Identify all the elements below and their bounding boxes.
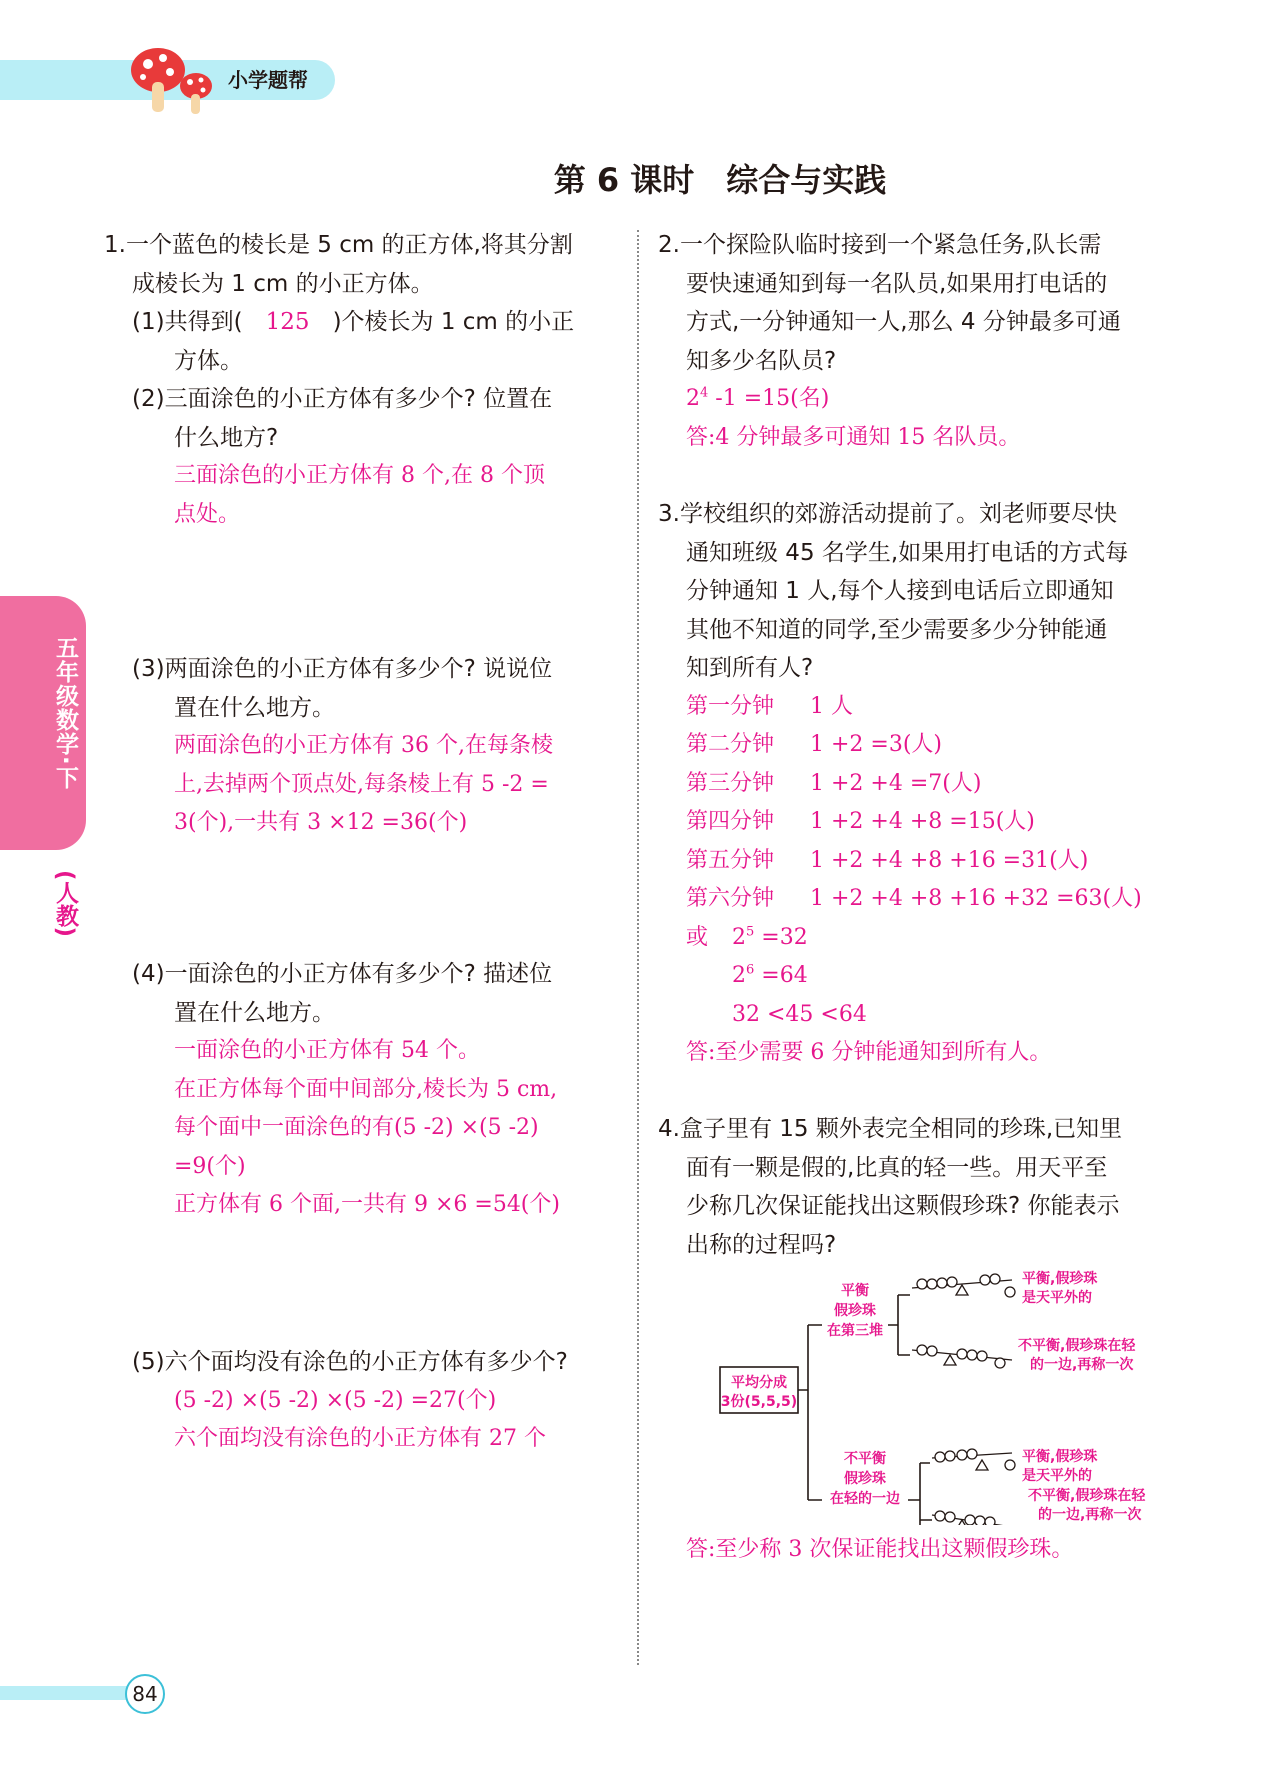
q3-row-1 [658,688,1178,727]
question-1-part-4 [104,955,624,1225]
q4-line-3: 少称几次保证能找出这颗假珍珠? 你能表示 [686,1193,1120,1219]
leaf4-label-1: 不平衡,假珍珠在轻 [1028,1488,1146,1504]
q3-inequality: 32 <45 <64 [732,1001,867,1027]
q1-answer-4a: 一面涂色的小正方体有 54 个。 [174,1038,480,1063]
q1-part-3: (3)两面涂色的小正方体有多少个? 说说位 [132,656,553,682]
q1-stem-line-2: 成棱长为 1 cm 的小正方体。 [132,270,434,297]
q1-part-5: (5)六个面均没有涂色的小正方体有多少个? [132,1349,568,1375]
branch2-label-1: 不平衡 [844,1451,886,1467]
q3-power-2 [658,957,1178,996]
question-2 [658,226,1178,457]
q2-calc-rest: -1 =15(名) [708,386,830,411]
q3-row-2 [658,726,1178,765]
q3-line-5: 知到所有人? [686,655,814,681]
q3-row-label: 第四分钟 [686,809,775,834]
root-branch-lines [798,1325,822,1500]
q3-row-4 [658,803,1178,842]
mushroom-logo-icon [128,44,220,116]
q3-answer: 答:至少需要 6 分钟能通知到所有人。 [686,1040,1052,1065]
q3-row-label: 第三分钟 [686,770,775,796]
branch2-lines [908,1463,932,1525]
q3-row-5 [658,842,1178,881]
q3-p1-base: 2 [732,924,746,950]
q1-part-4: (4)一面涂色的小正方体有多少个? 描述位 [132,961,553,987]
q1-answer-4e: 正方体有 6 个面,一共有 9 ×6 =54(个) [174,1192,560,1217]
balance-scale-icon [912,1345,1012,1368]
q3-row-expr: 1 +2 =3(人) [810,732,943,757]
q1-part1-text-b: )个棱长为 1 cm 的小正 [332,309,575,335]
q3-power-1 [658,919,1178,958]
root-label-1: 平均分成 [731,1375,787,1391]
leaf3-label-2: 是天平外的 [1022,1468,1092,1484]
q3-p1-rest: =32 [754,924,808,950]
question-4 [658,1110,1178,1264]
sidebar-edition-label: (人教) [52,870,78,938]
q3-p2-base: 2 [732,963,746,988]
q1-answer-4c: 每个面中一面涂色的有(5 -2) ×(5 -2) [174,1115,539,1140]
q3-p2-exp: 6 [746,962,755,978]
q3-line-2: 通知班级 45 名学生,如果用打电话的方式每 [686,539,1129,566]
balance-scale-icon [932,1449,1015,1470]
q3-or-label: 或 [686,924,709,950]
q1-part-1 [104,303,624,342]
question-3 [658,495,1178,1073]
balance-scale-icon [932,1511,1012,1525]
page-title: 第 6 课时 综合与实践 [553,161,887,199]
question-1 [104,226,624,534]
leaf3-label-1: 平衡,假珍珠 [1022,1449,1098,1465]
brand-name: 小学题帮 [228,68,308,92]
q2-calc-base: 2 [686,386,700,411]
q2-calc-exp: 4 [700,385,709,401]
q1-part1-answer: 125 [265,309,310,335]
sidebar-book-label: 五年级数学·下 [52,636,78,790]
q3-row-label: 第一分钟 [686,693,775,719]
q3-row-expr: 1 +2 +4 +8 =15(人) [810,809,1035,834]
q2-line-3: 方式,一分钟通知一人,那么 4 分钟最多可通 [686,309,1121,335]
branch1-lines [888,1295,910,1355]
q3-p2-rest: =64 [754,963,808,988]
q3-row-expr: 1 人 [810,693,853,719]
q3-row-expr: 1 +2 +4 +8 +16 +32 =63(人) [810,886,1142,911]
question-1-part-3 [104,650,624,843]
q1-part1-line-2: 方体。 [174,347,243,374]
q3-row-expr: 1 +2 +4 =7(人) [810,770,982,796]
q3-line-1: 3.学校组织的郊游活动提前了。刘老师要尽快 [658,501,1117,527]
q3-line-3: 分钟通知 1 人,每个人接到电话后立即通知 [686,578,1114,604]
q1-answer-4d: =9(个) [174,1153,246,1179]
q4-line-2: 面有一颗是假的,比真的轻一些。用天平至 [686,1154,1108,1181]
root-label-2: 3份(5,5,5) [720,1394,798,1410]
q1-answer-5a: (5 -2) ×(5 -2) ×(5 -2) =27(个) [174,1387,497,1413]
q3-row-label: 第五分钟 [686,847,775,873]
q3-row-expr: 1 +2 +4 +8 +16 =31(人) [810,847,1089,873]
q2-line-1: 2.一个探险队临时接到一个紧急任务,队长需 [658,232,1102,258]
q1-answer-3c: 3(个),一共有 3 ×12 =36(个) [174,810,468,835]
branch1-label-3: 在第三堆 [827,1323,883,1339]
q1-part2-line-2: 什么地方? [174,424,279,451]
balance-scale-icon [912,1274,1015,1297]
q3-row-6 [658,880,1178,919]
q3-row-3 [658,765,1178,804]
page-number: 84 [132,1682,158,1706]
column-divider [637,230,639,1665]
q1-answer-2a: 三面涂色的小正方体有 8 个,在 8 个顶 [174,463,545,488]
q1-answer-2b: 点处。 [174,501,241,527]
q1-part4-line-2: 置在什么地方。 [174,999,335,1026]
weighing-tree-diagram [700,1265,1170,1525]
branch1-label-1: 平衡 [841,1283,869,1299]
leaf2-label-2: 的一边,再称一次 [1030,1357,1134,1373]
q1-answer-3b: 上,去掉两个顶点处,每条棱上有 5 -2 = [174,771,549,797]
question-1-part-5 [104,1343,634,1459]
q4-line-4: 出称的过程吗? [686,1231,837,1258]
q3-row-label: 第二分钟 [686,732,775,757]
q3-row-label: 第六分钟 [686,886,775,911]
q1-answer-5b: 六个面均没有涂色的小正方体有 27 个 [174,1426,546,1451]
leaf2-label-1: 不平衡,假珍珠在轻 [1018,1338,1136,1354]
q1-answer-3a: 两面涂色的小正方体有 36 个,在每条棱 [174,733,553,758]
leaf1-label-1: 平衡,假珍珠 [1022,1271,1098,1287]
q1-stem-line-1: 1.一个蓝色的棱长是 5 cm 的正方体,将其分割 [104,232,573,258]
q2-line-2: 要快速通知到每一名队员,如果用打电话的 [686,270,1108,297]
leaf4-label-2: 的一边,再称一次 [1038,1507,1142,1523]
branch2-label-3: 在轻的一边 [830,1491,900,1507]
q2-calc [658,380,1178,419]
q3-p1-exp: 5 [746,924,755,940]
q2-answer: 答:4 分钟最多可通知 15 名队员。 [686,424,1021,450]
q1-part-2: (2)三面涂色的小正方体有多少个? 位置在 [132,386,553,412]
leaf1-label-2: 是天平外的 [1022,1290,1092,1306]
branch2-label-2: 假珍珠 [844,1471,886,1487]
q1-part3-line-2: 置在什么地方。 [174,694,335,721]
q4-line-1: 4.盒子里有 15 颗外表完全相同的珍珠,已知里 [658,1116,1123,1142]
q3-line-4: 其他不知道的同学,至少需要多少分钟能通 [686,616,1108,643]
branch1-label-2: 假珍珠 [834,1303,876,1319]
q2-line-4: 知多少名队员? [686,347,837,374]
q1-answer-4b: 在正方体每个面中间部分,棱长为 5 cm, [174,1076,558,1102]
q1-part1-text-a: (1)共得到( [132,309,243,335]
q4-answer: 答:至少称 3 次保证能找出这颗假珍珠。 [686,1537,1074,1562]
